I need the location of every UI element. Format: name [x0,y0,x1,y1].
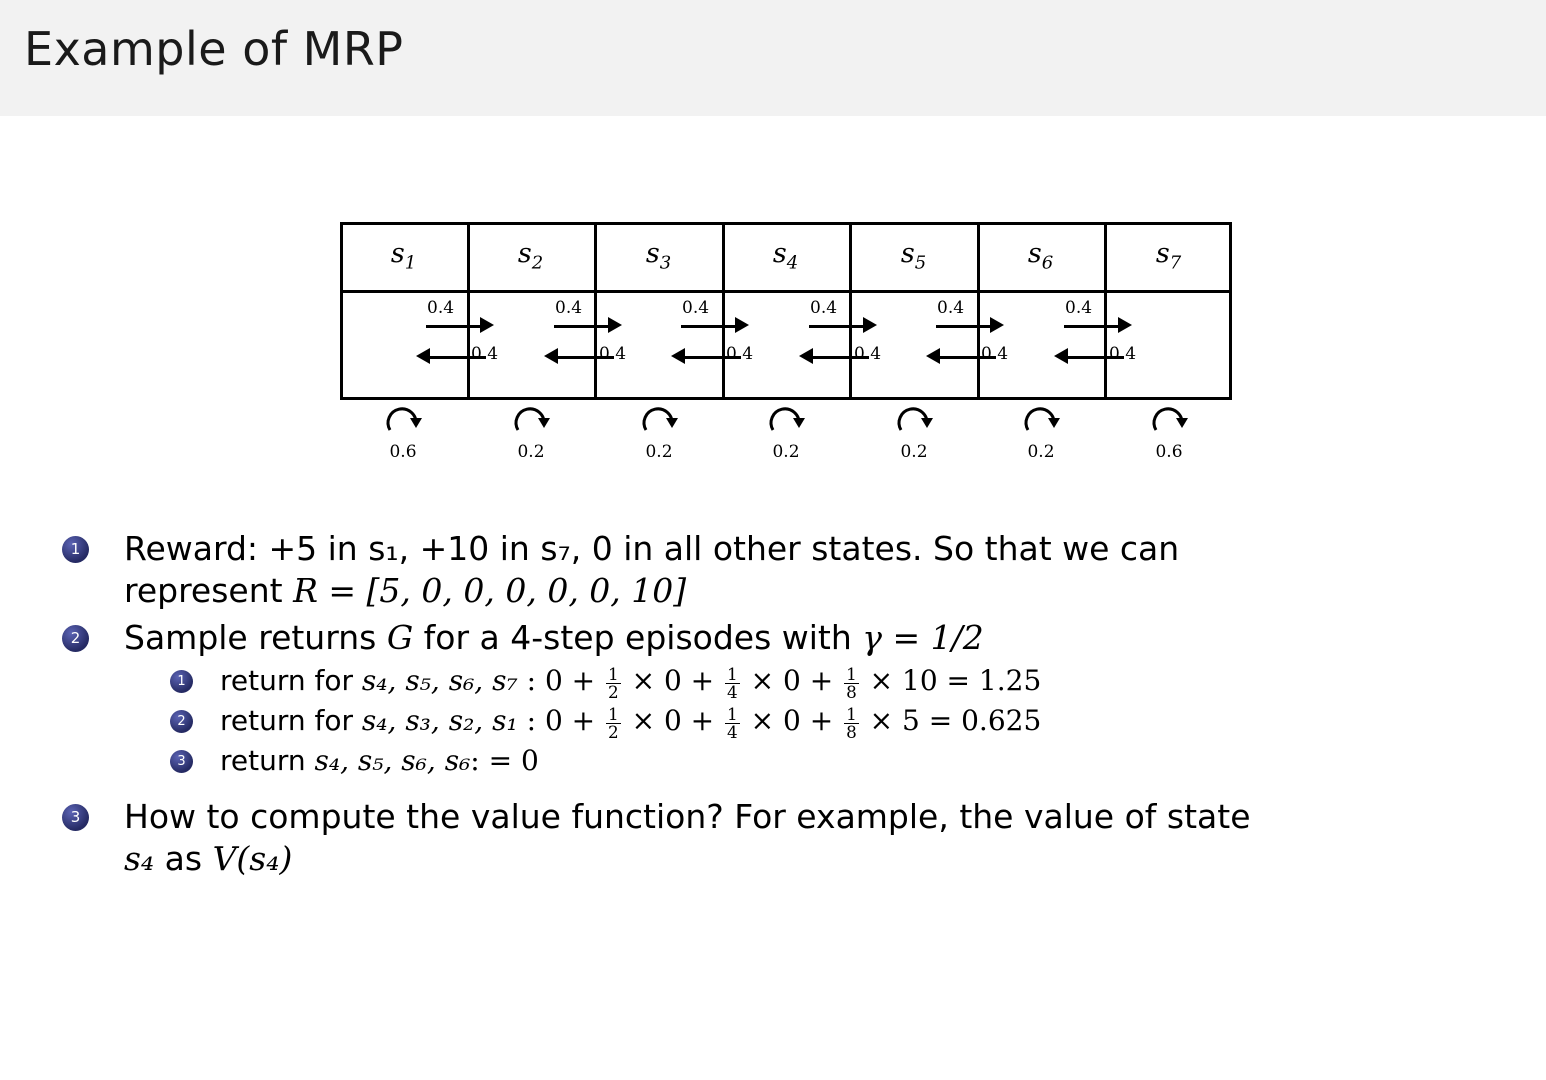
backward-prob-label: 0.4 [471,344,499,364]
list-item-reward [56,528,1526,611]
value-function-line-1: How to compute the value function? For example, the value of state [124,797,1251,837]
self-loop-icon-s4 [763,400,809,440]
self-loop-prob-s5: 0.2 [900,442,928,462]
sublist-item-3 [166,743,1526,780]
self-loop-prob-s6: 0.2 [1027,442,1055,462]
value-function-mid: as [154,838,213,878]
sublist-bullet-1: 1 [170,670,193,693]
list-item-sample-returns [56,617,1526,780]
self-loop-icon-s3 [636,400,682,440]
sub2-t1: × 0 + [622,703,724,737]
arrow-head-left-icon [671,348,685,364]
sample-returns-line [124,617,1526,659]
reward-line-2-prefix: represent [124,570,294,610]
list-bullet-1: 1 [62,536,89,563]
frac-numerator: 1 [727,703,738,724]
arrow-head-left-icon [1054,348,1068,364]
state-sub: 1 [404,252,417,274]
slide-body [56,528,1526,885]
forward-prob-label: 0.4 [682,298,710,318]
frac-numerator: 1 [608,663,619,684]
reward-line-2 [124,570,1526,612]
sample-returns-text-a: Sample returns [124,618,387,658]
state-label-s6 [977,238,1104,273]
sample-returns-sublist [166,663,1526,780]
sub2-lead: return for [220,703,362,737]
arrow-head-right-icon [735,317,749,333]
self-loop-icon-s6 [1018,400,1064,440]
frac-numerator: 1 [846,703,857,724]
arrow-head-left-icon [544,348,558,364]
sub1-t1: × 0 + [622,663,724,697]
reward-line-1: Reward: +5 in s₁, +10 in s₇, 0 in all other states. So that we can [124,529,1180,568]
frac-denominator: 8 [846,721,857,742]
frac-numerator: 1 [608,703,619,724]
sublist-bullet-3: 3 [170,750,193,773]
sub1-states: s₄, s₅, s₆, s₇ [361,663,518,697]
list-bullet-3: 3 [62,804,89,831]
forward-prob-label: 0.4 [1065,298,1093,318]
arrow-head-right-icon [480,317,494,333]
sub2-frac-3 [844,703,859,742]
state-label-s7 [1105,238,1232,273]
sub1-t3: × 10 = 1.25 [860,663,1042,697]
sub1-frac-3 [844,663,859,702]
sub3-lead: return [220,744,315,778]
frac-denominator: 4 [727,681,738,702]
backward-prob-label: 0.4 [726,344,754,364]
backward-prob-label: 0.4 [599,344,627,364]
state-base: s [772,238,787,269]
state-base: s [517,238,532,269]
sub1-frac-2 [725,663,740,702]
arrow-head-right-icon [608,317,622,333]
state-label-s3 [595,238,722,273]
arrow-head-left-icon [799,348,813,364]
sample-returns-text-c: for a 4-step episodes with [413,618,863,658]
state-base: s [1155,238,1170,269]
forward-prob-label: 0.4 [555,298,583,318]
frac-denominator: 2 [608,721,619,742]
state-sub: 4 [786,252,799,274]
state-label-s4 [722,238,849,273]
sub1-t2: × 0 + [741,663,843,697]
sublist-bullet-2: 2 [170,710,193,733]
list-bullet-2: 2 [62,625,89,652]
forward-prob-label: 0.4 [810,298,838,318]
state-label-s1 [340,238,467,273]
slide-title-bar [0,0,1546,116]
state-base: s [900,238,915,269]
sublist-item-1 [166,663,1526,701]
state-sub: 3 [659,252,672,274]
sub2-states: s₄, s₃, s₂, s₁ [361,703,518,737]
page-title: Example of MRP [24,22,404,76]
list-item-value-function [56,796,1526,879]
sub3-states: s₄, s₅, s₆, s₆ [314,744,471,778]
sub2-expr-head: : 0 + [517,703,605,737]
arrow-head-left-icon [926,348,940,364]
state-sub: 7 [1169,252,1182,274]
forward-prob-label: 0.4 [937,298,965,318]
chain-row-divider [340,290,1232,293]
mrp-chain-diagram [340,222,1232,472]
self-loop-prob-s1: 0.6 [389,442,417,462]
arrow-head-right-icon [990,317,1004,333]
sub2-frac-2 [725,703,740,742]
arrow-head-right-icon [1118,317,1132,333]
self-loop-prob-s3: 0.2 [645,442,673,462]
self-loop-prob-s7: 0.6 [1155,442,1183,462]
backward-prob-label: 0.4 [1109,344,1137,364]
state-sub: 6 [1041,252,1054,274]
value-function-line-2 [124,838,1526,880]
gamma-value: γ = 1/2 [862,618,984,658]
sub2-t3: × 5 = 0.625 [860,703,1042,737]
self-loop-prob-s2: 0.2 [517,442,545,462]
sub2-frac-1 [606,703,621,742]
sub1-frac-1 [606,663,621,702]
arrow-head-right-icon [863,317,877,333]
frac-denominator: 4 [727,721,738,742]
reward-vector: R = [5, 0, 0, 0, 0, 0, 10] [293,570,687,610]
arrow-head-left-icon [416,348,430,364]
state-label-s2 [467,238,594,273]
backward-prob-label: 0.4 [981,344,1009,364]
forward-prob-label: 0.4 [427,298,455,318]
state-base: s [645,238,660,269]
self-loop-prob-s4: 0.2 [772,442,800,462]
state-base: s [1027,238,1042,269]
self-loop-icon-s1 [380,400,426,440]
state-base: s [390,238,405,269]
sub1-expr-head: : 0 + [517,663,605,697]
frac-numerator: 1 [846,663,857,684]
self-loop-icon-s2 [508,400,554,440]
frac-denominator: 8 [846,681,857,702]
return-symbol-G: G [386,618,414,658]
sublist-item-2 [166,703,1526,741]
sub3-expr: : = 0 [470,744,539,778]
state-s4: s₄ [124,838,155,878]
self-loop-icon-s5 [891,400,937,440]
frac-numerator: 1 [727,663,738,684]
sub1-lead: return for [220,663,362,697]
state-label-s5 [850,238,977,273]
value-function-notation: V(s₄) [212,838,293,878]
self-loop-icon-s7 [1146,400,1192,440]
state-sub: 5 [914,252,927,274]
backward-prob-label: 0.4 [854,344,882,364]
state-sub: 2 [531,252,544,274]
sub2-t2: × 0 + [741,703,843,737]
frac-denominator: 2 [608,681,619,702]
